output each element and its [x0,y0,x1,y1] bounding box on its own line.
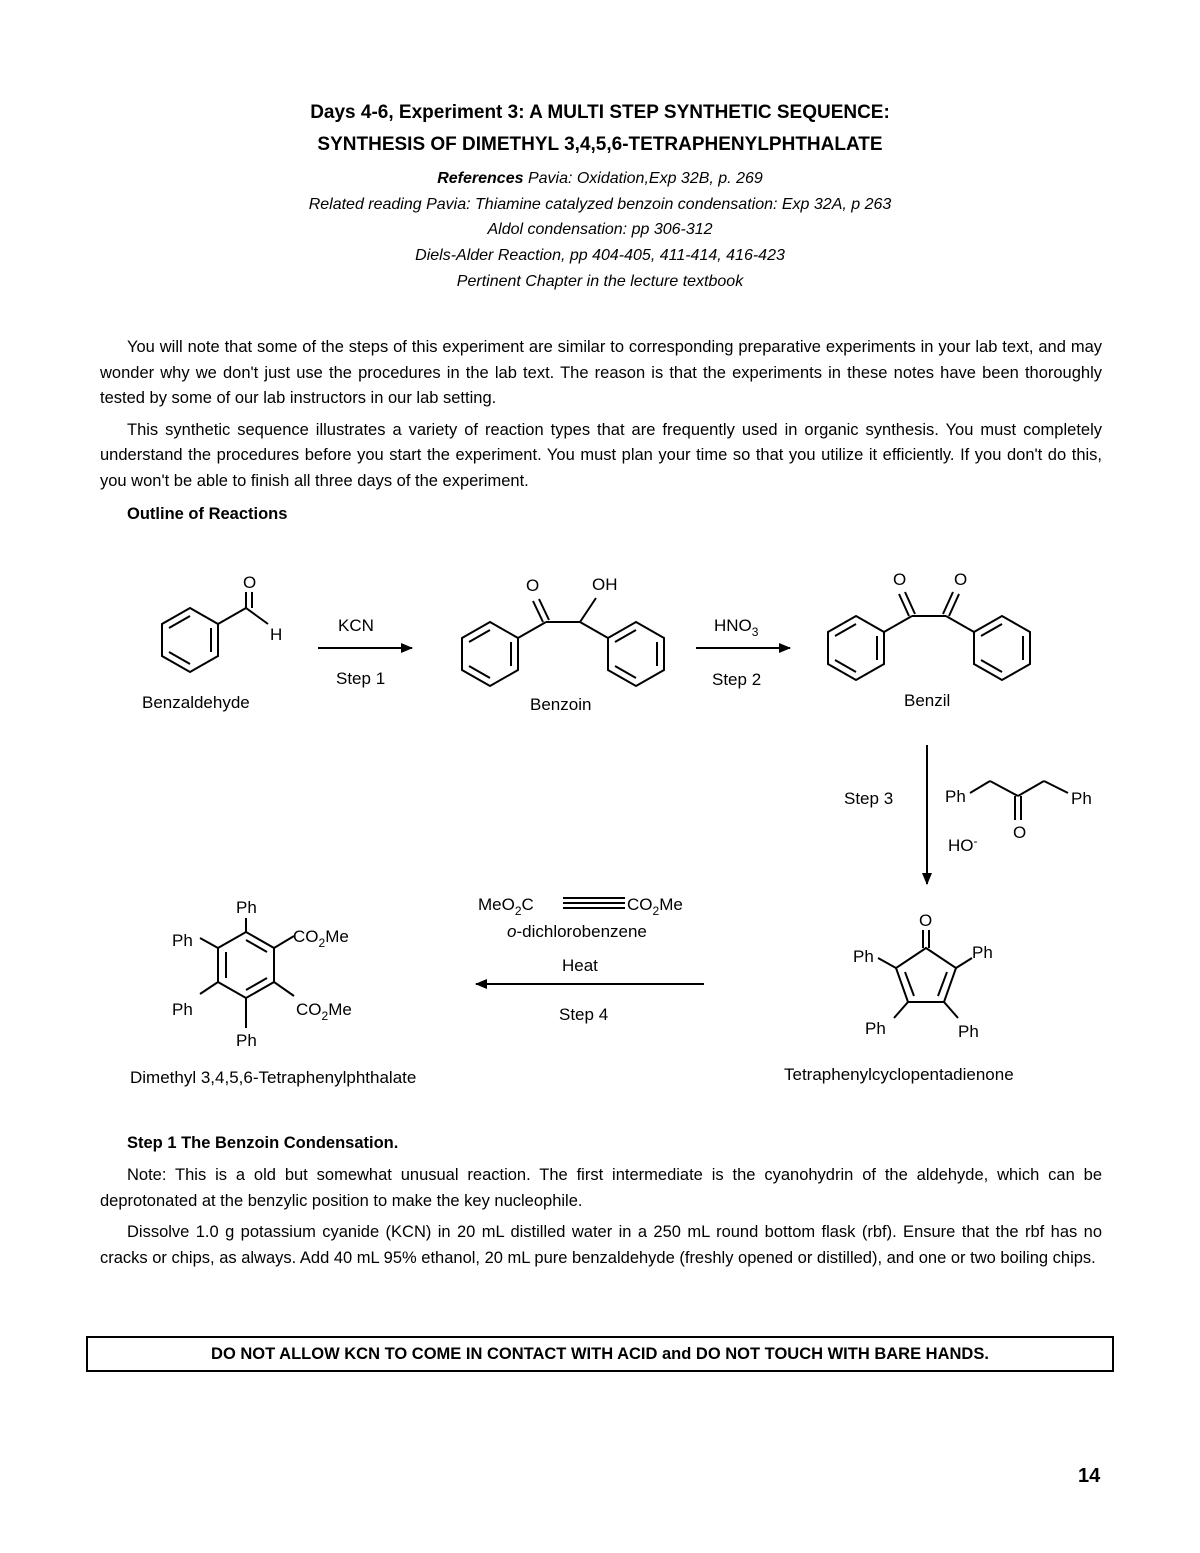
product-structure [200,918,294,1028]
tetraphenylcyclopentadienone-structure [878,930,972,1018]
reference-line-4: Diels-Alder Reaction, pp 404-405, 411-414, 416-423 [415,247,785,264]
hydroxide-label: HO- [948,834,978,855]
product-ph-top: Ph [236,898,257,917]
step1-heading: Step 1 The Benzoin Condensation. [127,1134,399,1152]
reference-line-1 [0,170,1200,188]
reference-line-5: Pertinent Chapter in the lecture textbook [456,273,744,290]
intro-section [100,335,1102,500]
product-co2me-upper: $CO_2Me$ [293,927,349,950]
product-co2me-lower: $CO_2Me$ [296,1000,352,1023]
benzaldehyde-h: H [270,625,283,644]
solvent-label: o-dichlorobenzene [507,922,647,941]
benzil-o-left: O [893,570,907,589]
reference-1: Pavia: Oxidation,Exp 32B, p. 269 [523,170,763,187]
title-line-2: SYNTHESIS OF DIMETHYL 3,4,5,6-TETRAPHENYLPHTHALATE [317,134,883,155]
heat-label: Heat [562,956,598,975]
benzoin-o: O [526,576,540,595]
tpcpd-label: Tetraphenylcyclopentadienone [784,1065,1014,1084]
ketone-ph-left: Ph [945,787,966,806]
ketone-ph-right: Ph [1071,789,1092,808]
tpcpd-ph-bottomright: Ph [958,1022,979,1041]
dmad-triple-bond [563,898,625,908]
reference-line-2: Related reading Pavia: Thiamine catalyzed benzoin condensation: Exp 32A, p 263 [308,196,892,213]
hno3-label: $HNO_3$ [714,616,759,639]
product-ph-bottom: Ph [236,1031,257,1050]
step1-note: Note: This is a old but somewhat unusual reaction. The first intermediate is the cyanohydrin of the aldehyde, which can be deprotonated at the benzylic position to make the key nucleophile. [100,1166,1102,1210]
product-ph-left-lower: Ph [172,1000,193,1019]
benzaldehyde-label: Benzaldehyde [142,693,250,712]
step4-label: Step 4 [559,1005,609,1024]
ketone-o: O [1013,823,1027,842]
references-label: References [437,170,524,187]
benzaldehyde-o: O [243,573,257,592]
warning-box: DO NOT ALLOW KCN TO COME IN CONTACT WITH ACID and DO NOT TOUCH WITH BARE HANDS. [86,1336,1114,1372]
benzil-structure [828,592,1030,680]
dmad-right-label: $CO_2Me$ [627,895,683,918]
reference-line-3: Aldol condensation: pp 306-312 [487,221,713,238]
benzil-o-right: O [954,570,968,589]
intro-paragraph-1: You will note that some of the steps of this experiment are similar to corresponding preparative experiments in your lab text, and may wonder why we don't just use the procedures in the lab text. The reason is that the experiments in these notes have been thoroughly tested by some of our lab instructors in our lab setting. [100,338,1102,407]
reaction-scheme [0,560,1200,1100]
dmad-left-label: MeO$_2$C [478,895,534,918]
tpcpd-ph-topright: Ph [972,943,993,962]
tpcpd-o: O [919,911,933,930]
step1-procedure: Dissolve 1.0 g potassium cyanide (KCN) in 20 mL distilled water in a 250 mL round bottom flask (rbf). Ensure that the rbf has no cracks or chips, as always. Add 40 mL 95% ethanol, 20 mL pure benzaldehyde (freshly opened or distilled), and one or two boiling chips. [100,1223,1102,1267]
benzoin-structure [462,598,664,686]
product-label: Dimethyl 3,4,5,6-Tetraphenylphthalate [130,1068,417,1087]
tpcpd-ph-topleft: Ph [853,947,874,966]
benzoin-oh: OH [592,575,618,594]
page-number: 14 [1078,1465,1101,1487]
benzoin-label: Benzoin [530,695,592,714]
benzaldehyde-structure [162,592,268,672]
outline-heading: Outline of Reactions [127,505,288,523]
step3-label: Step 3 [844,789,894,808]
tpcpd-ph-bottomleft: Ph [865,1019,886,1038]
product-ph-left-upper: Ph [172,931,193,950]
step1-label: Step 1 [336,669,386,688]
intro-paragraph-2: This synthetic sequence illustrates a variety of reaction types that are frequently used in organic synthesis. You must completely understand the procedures before you start the experiment. You must plan your time so that you utilize it efficiently. If you don't do this, you won't be able to finish all three days of the experiment. [100,420,1102,490]
benzil-label: Benzil [904,691,951,710]
step1-section [100,1163,1102,1277]
dibenzyl-ketone-structure [970,781,1068,820]
kcn-label: KCN [338,616,374,635]
step2-label: Step 2 [712,670,762,689]
title-line-1: Days 4-6, Experiment 3: A MULTI STEP SYNTHETIC SEQUENCE: [310,102,890,123]
